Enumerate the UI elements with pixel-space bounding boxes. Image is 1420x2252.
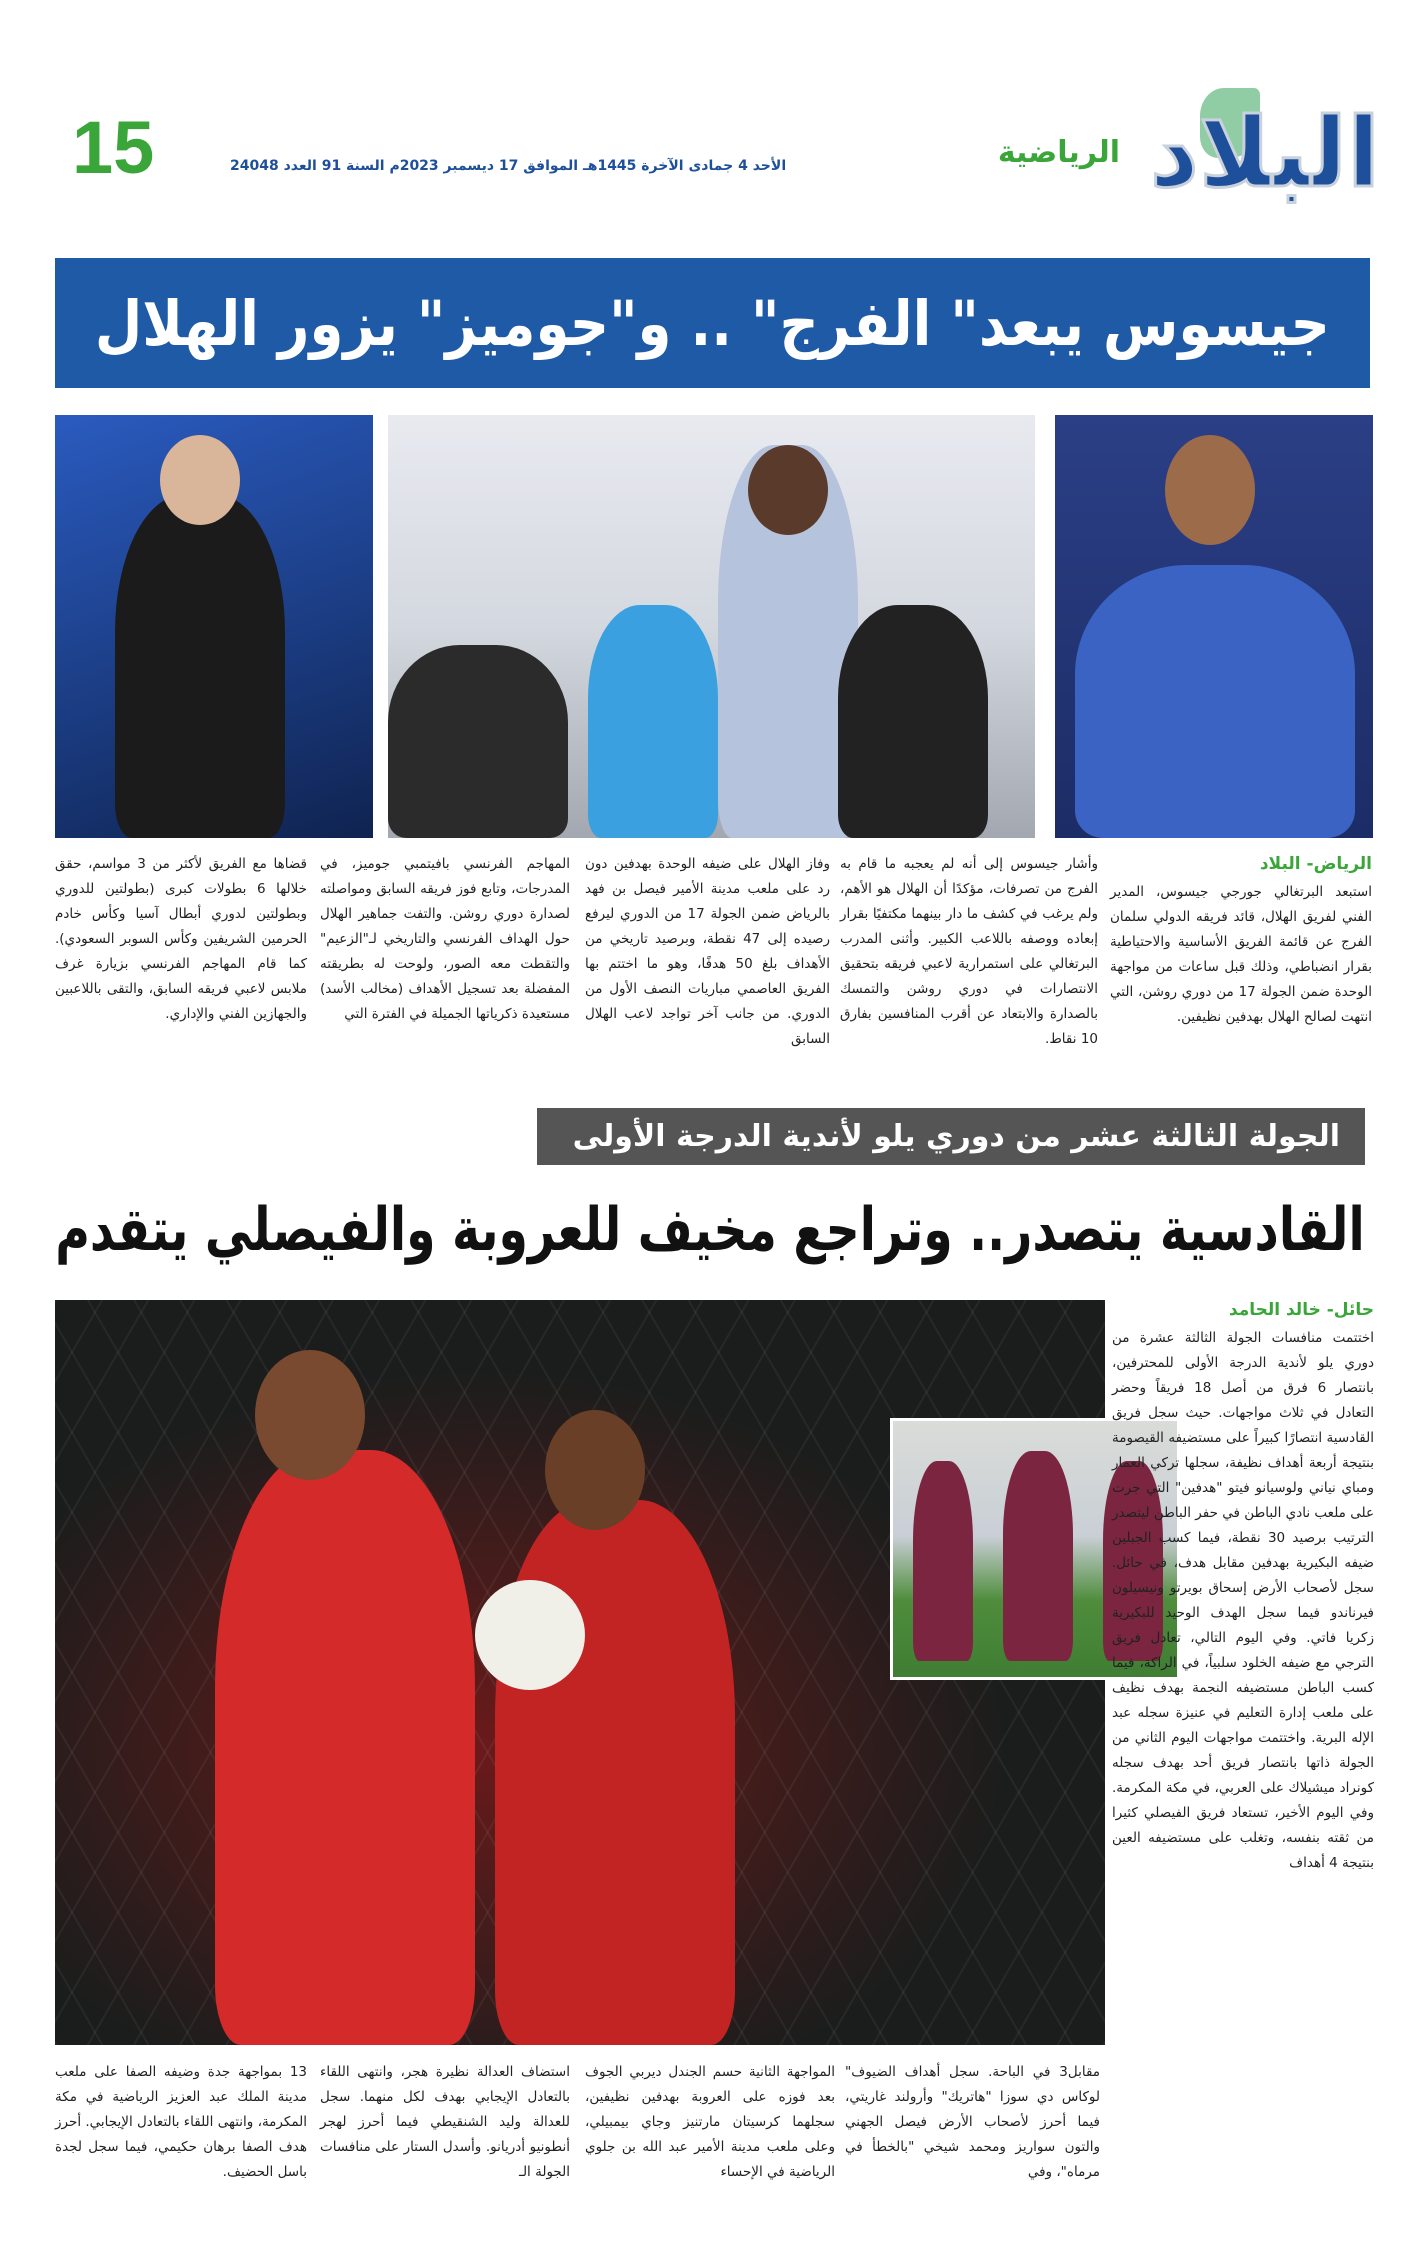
column-text: اختتمت منافسات الجولة الثالثة عشرة من دوري يلو لأندية الدرجة الأولى للمحترفين، بانتصار 6 فرق من أصل 18 فريقاً وحضر التعادل في ثلاث مواجهات. حيث سجل فريق القادسية انتصارًا كبيراً على مستضيفه القيصومة بنتيجة أربعة أهداف نظيفة، سجلها تركي العمار ومباي نياني ولوسيانو فيتو "هدفين" التي جرت على ملعب نادي الباطن في حفر الباطن ليتصدر الترتيب برصيد 30 نقطة، فيما كسب الجبلين ضيفه البكيرية بهدفين مقابل هدف، في حائل. سجل لأصحاب الأرض إسحاق بويرتو ونيسيلون فيرناندو فيما سجل الهدف الوحيد للبكيرية زكريا فاتي. وفي اليوم التالي، تعادل فريق الترجي مع ضيفه الخلود سلبياً، في الراكة، فيما كسب الباطن مستضيفه النجمة بهدف نظيف على ملعب إدارة التعليم في عنيزة سجله عبد الإله البرية. واختتمت مواجهات اليوم الثاني من الجولة ذاتها بانتصار فريق أحد بهدف سجله كونراد ميشيلاك على العربي، في مكة المكرمة. وفي اليوم الأخير، تستعاد فريق الفيصلي كثيرا من ثقته بنفسه، وتغلب على مستضيفه العين بنتيجة 4 أهداف: [1112, 1330, 1374, 1871]
story1-column-4: المهاجم الفرنسي بافيتمبي جوميز، في المدرجات، وتابع فوز فريقه السابق ومواصلته لصدارة دوري روشن. والتفت جماهير الهلال حول الهداف الفرنسي والتاريخي لـ"الزعيم" والتقطت معه الصور، ولوحت له بطريقته المفضلة بعد تسجيل الأهداف (مخالب الأسد) مستعيدة ذكرياتها الجميلة في الفترة التي: [320, 856, 570, 1022]
section-title: الرياضية: [997, 135, 1120, 170]
story2-kicker-banner: [537, 1108, 1365, 1165]
story1-column-3: وفاز الهلال على ضيفه الوحدة بهدفين دون رد على ملعب مدينة الأمير فيصل بن فهد بالرياض ضمن الجولة 17 من الدوري ليرفع رصيده إلى 47 نقطة، وبرصيد تاريخي من الأهداف بلغ 50 هدفًا، وهو ما اختتم بها الفريق العاصمي مباريات النصف الأول من الدوري. من جانب آخر تواجد لاعب الهلال السابق: [585, 856, 831, 1047]
byline: حائل- خالد الحامد: [1228, 1300, 1374, 1320]
dateline: الأحد 4 جمادى الآخرة 1445هـ الموافق 17 ديسمبر 2023م السنة 91 العدد 24048: [230, 158, 787, 174]
story1-column-2: وأشار جيسوس إلى أنه لم يعجبه ما قام به الفرج من تصرفات، مؤكدًا أن الهلال هو الأهم، ولم يرغب في كشف ما دار بينهما مكتفيًا بقرار إبعاده ووصفه باللاعب الكبير. وأثنى المدرب البرتغالي على استمرارية لاعبي فريقه بتحقيق الانتصارات في دوري روشن والتمسك بالصدارة والابتعاد عن أقرب المنافسين بفارق 10 نقاط.: [840, 856, 1098, 1047]
column-text: استبعد البرتغالي جورجي جيسوس، المدير الفني لفريق الهلال، قائد فريقه الدولي سلمان الفرج عن قائمة الفريق الأساسية والاحتياطية بقرار انضباطي، وذلك قبل ساعات من مواجهة الوحدة ضمن الجولة 17 من دوري روشن، التي انتهت لصالح الهلال بهدفين نظيفين.: [1110, 884, 1372, 1025]
byline: الرياض- البلاد: [1259, 854, 1372, 874]
logo-text: البلاد: [1149, 97, 1380, 209]
story2-kicker: الجولة الثالثة عشر من دوري يلو لأندية الدرجة الأولى: [572, 1119, 1340, 1154]
story1-headline-banner: [55, 258, 1370, 388]
story1-column-5: قضاها مع الفريق لأكثر من 3 مواسم، حقق خلالها 6 بطولات كبرى (بطولتين للدوري وبطولتين لدوري أبطال آسيا وكأس خادم الحرمين الشريفين وكأس السوبر السعودي). كما قام المهاجم الفرنسي بزيارة غرف ملابس لاعبي فريقه السابق، والتقى باللاعبين والجهازين الفني والإداري.: [55, 856, 307, 1022]
story2-bottom-column-2: المواجهة الثانية حسم الجندل ديربي الجوف بعد فوزه على العروبة بهدفين نظيفين، سجلهما كرسيتان مارتنيز وجاي بيمبيلي، وعلى ملعب مدينة الأمير عبد الله بن جلوي الرياضية في الإحساء: [585, 2064, 835, 2180]
photo-fans: [388, 415, 1035, 838]
story2-headline-box: [55, 1185, 1365, 1275]
photo-coach: [55, 415, 373, 838]
story2-headline: القادسية يتصدر.. وتراجع مخيف للعروبة والفيصلي يتقدم: [55, 1195, 1365, 1265]
page-number: 15: [72, 106, 155, 189]
newspaper-logo: [1140, 88, 1380, 218]
story1-column-1: [1110, 852, 1372, 1030]
story2-bottom-column-4: 13 بمواجهة جدة وضيفه الصفا على ملعب مدينة الملك عبد العزيز الرياضية في مكة المكرمة، وانتهى اللقاء بالتعادل الإيجابي. أحرز هدف الصفا برهان حكيمي، فيما سجل لجدة باسل الحضيف.: [55, 2064, 307, 2180]
story2-bottom-column-1: مقابل3 في الباحة. سجل أهداف الضيوف" لوكاس دي سوزا "هاتريك" وأرولند غاريتي، فيما أحرز لأصحاب الأرض فيصل الجهني والتون سواريز ومحمد شيخي "بالخطأ في مرماه"، وفي: [845, 2064, 1100, 2180]
story2-side-column: [1112, 1298, 1374, 1876]
story1-headline: جيسوس يبعد" الفرج" .. و"جوميز" يزور الهلال: [94, 286, 1330, 360]
story2-bottom-column-3: استضاف العدالة نظيرة هجر، وانتهى اللقاء بالتعادل الإيجابي بهدف لكل منهما. سجل للعدالة وليد الشنقيطي فيما أحرز لهجر أنطونيو أدريانو. وأسدل الستار على منافسات الجولة الـ: [320, 2064, 570, 2180]
photo-player: [1055, 415, 1373, 838]
